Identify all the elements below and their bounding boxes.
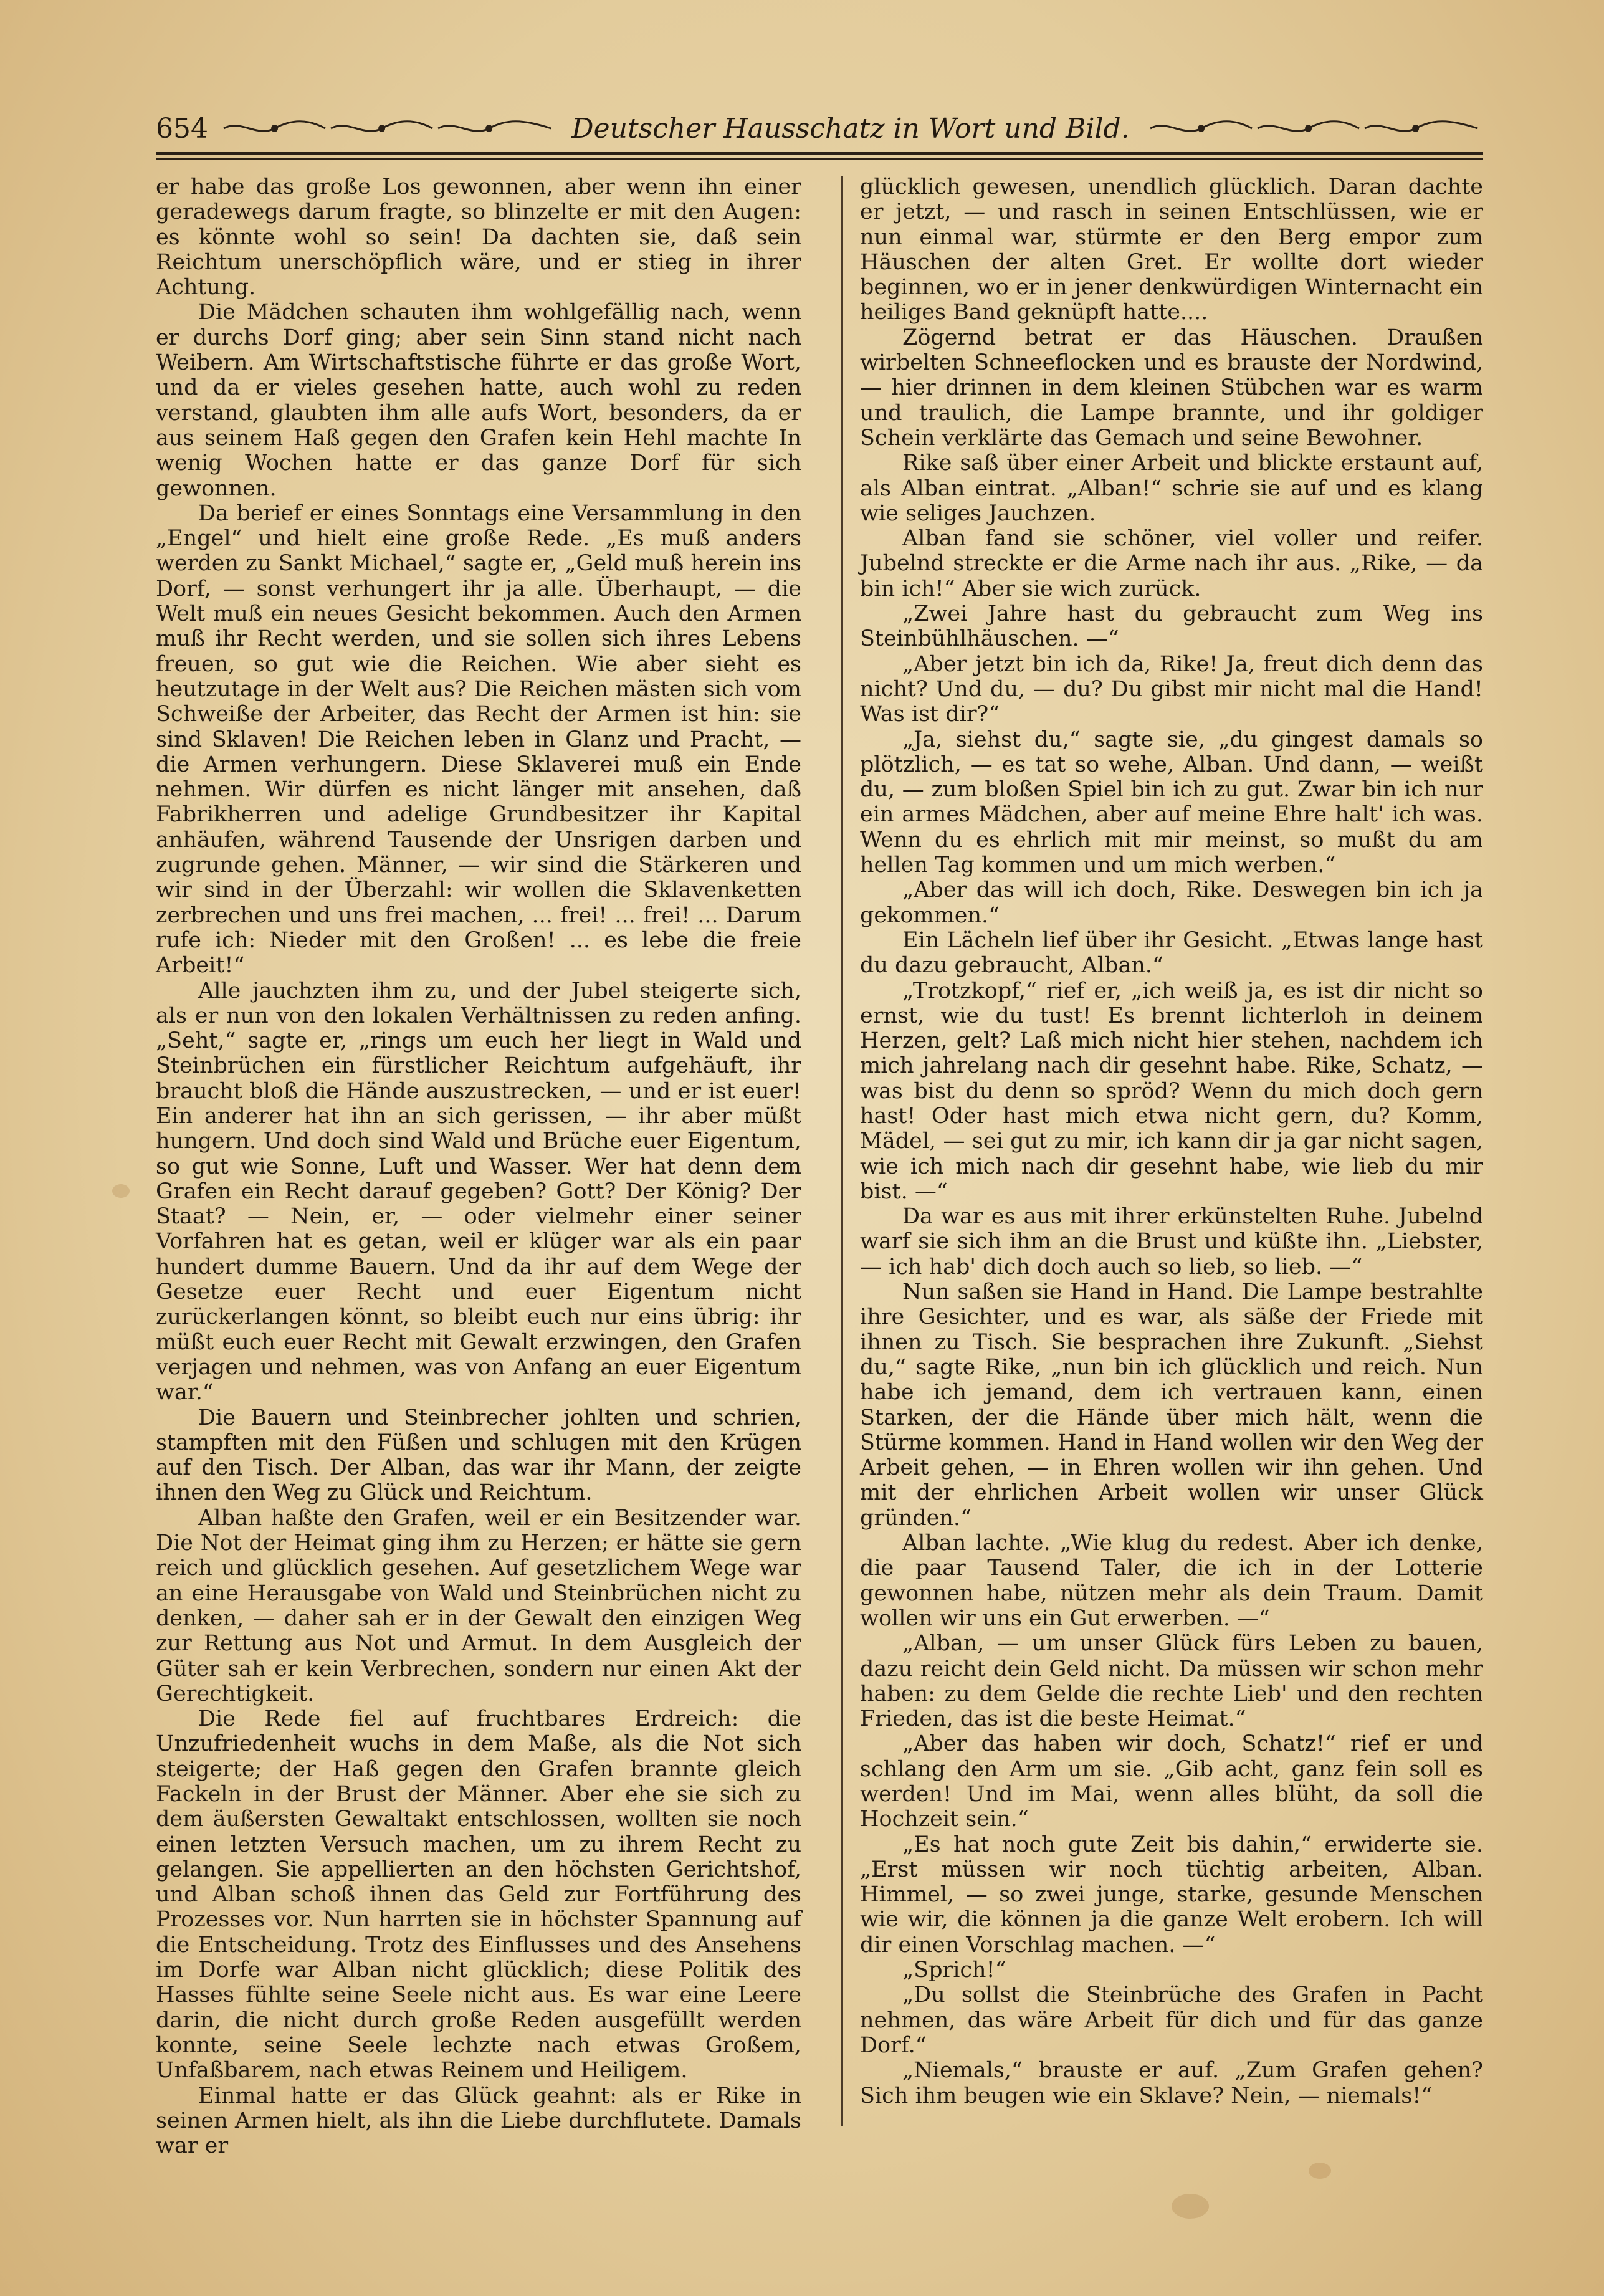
right-column (860, 175, 1483, 2125)
paragraph: „Trotzkopf,“ rief er, „ich weiß ja, es ist dir nicht so ernst, wie du tust! Es brennt lichterloh in deinem Herzen, gelt? Laß mich nicht hier stehen, nachdem ich mich jahrelang nach dir gesehnt habe. Rike, Schatz, — was bist du denn so spröd? Wenn du mich doch gern hast! Oder hast mich etwa nicht gern, du? Komm, Mädel, — sei gut zu mir, ich kann dir ja gar nicht sagen, wie ich mich nach dir gesehnt habe, wie lieb du mir bist. —“ (860, 978, 1483, 1204)
paragraph: Rike saß über einer Arbeit und blickte erstaunt auf, als Alban eintrat. „Alban!“ schrie sie auf und es klang wie seliges Jauchzen. (860, 451, 1483, 526)
paragraph: Einmal hatte er das Glück geahnt: als er Rike in seinen Armen hielt, als ihn die Liebe durchflutete. Damals war er (156, 2083, 801, 2159)
paragraph: Ein Lächeln lief über ihr Gesicht. „Etwas lange hast du dazu gebraucht, Alban.“ (860, 927, 1483, 978)
paragraph: „Aber das will ich doch, Rike. Deswegen bin ich ja gekommen.“ (860, 878, 1483, 928)
paper-stain (1172, 2194, 1209, 2219)
paragraph: Nun saßen sie Hand in Hand. Die Lampe bestrahlte ihre Gesichter, und es war, als säße der Friede mit ihnen zu Tisch. Sie besprachen ihre Zukunft. „Siehst du,“ sagte Rike, „nun bin ich glücklich und reich. Nun habe ich jemand, dem ich vertrauen kann, einen Starken, der die Hände über mich hält, wenn die Stürme kommen. Hand in Hand wollen wir den Weg der Arbeit gehen, — in Ehren wollen wir ihn gehen. Und mit der ehrlichen Arbeit wollen wir unser Glück gründen.“ (860, 1280, 1483, 1531)
paragraph: er habe das große Los gewonnen, aber wenn ihn einer geradewegs darum fragte, so blinzelte er mit den Augen: es könnte wohl so sein! Da dachten sie, daß sein Reichtum unerschöpflich wäre, und er stieg in ihrer Achtung. (156, 175, 801, 300)
paragraph: „Sprich!“ (902, 1958, 1006, 1983)
paragraph: glücklich gewesen, unendlich glücklich. Daran dachte er jetzt, — und rasch in seinen Entschlüssen, wie er nun einmal war, stürmte er den Berg empor zum Häuschen der alten Gret. Er wollte dort wieder beginnen, wo er in jener denkwürdigen Winternacht ein heiliges Band geknüpft hatte.... (860, 175, 1483, 325)
left-column (156, 175, 801, 2159)
paragraph: Die Mädchen schauten ihm wohlgefällig nach, wenn er durchs Dorf ging; aber sein Sinn stand nicht nach Weibern. Am Wirtschaftstische führte er das große Wort, und da er vieles gesehen hatte, auch wohl zu reden verstand, glaubten ihm alle aufs Wort, besonders, da er aus seinem Haß gegen den Grafen kein Hehl machte In wenig Wochen hatte er das ganze Dorf für sich gewonnen. (156, 300, 801, 501)
ornament-right (1145, 118, 1483, 139)
paragraph: Alban haßte den Grafen, weil er ein Besitzender war. Die Not der Heimat ging ihm zu Herzen; er hätte sie gern reich und glücklich gesehen. Auf gesetzlichem Wege war an eine Herausgabe von Wald und Steinbrüchen nicht zu denken, — daher sah er in der Gewalt den einzigen Weg zur Rettung aus Not und Armut. In dem Ausgleich der Güter sah er kein Verbrechen, sondern nur einen Akt der Gerechtigkeit. (156, 1505, 801, 1706)
paragraph: „Aber jetzt bin ich da, Rike! Ja, freut dich denn das nicht? Und du, — du? Du gibst mir nicht mal die Hand! Was ist dir?“ (860, 651, 1483, 727)
paragraph: Zögernd betrat er das Häuschen. Draußen wirbelten Schneeflocken und es brauste der Nordwind, — hier drinnen in dem kleinen Stübchen war es warm und traulich, die Lampe brannte, und ihr goldiger Schein verklärte das Gemach und seine Bewohner. (860, 325, 1483, 451)
paper-stain (112, 1184, 130, 1198)
header-rule-thick (156, 152, 1483, 155)
paper-stain (1309, 2163, 1331, 2179)
paragraph: „Zwei Jahre hast du gebraucht zum Weg ins Steinbühlhäuschen. —“ (860, 601, 1483, 652)
paragraph: Da war es aus mit ihrer erkünstelten Ruhe. Jubelnd warf sie sich ihm an die Brust und küßte ihn. „Liebster, — ich hab' dich doch auch so lieb, so lieb. —“ (860, 1204, 1483, 1280)
paragraph: Alban lachte. „Wie klug du redest. Aber ich denke, die paar Tausend Taler, die ich in der Lotterie gewonnen habe, nützen mehr als dein Traum. Damit wollen wir uns ein Gut erwerben. —“ (860, 1531, 1483, 1631)
page-number: 654 (156, 112, 208, 145)
paragraph: Alban fand sie schöner, viel voller und reifer. Jubelnd streckte er die Arme nach ihr aus. „Rike, — da bin ich!“ Aber sie wich zurück. (860, 526, 1483, 601)
paragraph: Da berief er eines Sonntags eine Versammlung in den „Engel“ und hielt eine große Rede. „Es muß anders werden zu Sankt Michael,“ sagte er, „Geld muß herein ins Dorf, — sonst verhungert ihr ja alle. Überhaupt, — die Welt muß ein neues Gesicht bekommen. Auch den Armen muß ihr Recht werden, und sie sollen sich ihres Lebens freuen, so gut wie die Reichen. Wie aber sieht es heutzutage in der Welt aus? Die Reichen mästen sich vom Schweiße der Arbeiter, das Recht der Armen ist hin: sie sind Sklaven! Die Reichen leben in Glanz und Pracht, — die Armen verhungern. Diese Sklaverei muß ein Ende nehmen. Wir dürfen es nicht länger mit ansehen, daß Fabrikherren und adelige Grundbesitzer ihr Kapital anhäufen, während Tausende der Unsrigen darben und zugrunde gehen. Männer, — wir sind die Stärkeren und wir sind in der Überzahl: wir wollen die Sklavenketten zerbrechen und uns frei machen, ... frei! ... frei! ... Darum rufe ich: Nieder mit den Großen! ... es lebe die freie Arbeit!“ (156, 500, 801, 978)
paragraph: „Ja, siehst du,“ sagte sie, „du gingest damals so plötzlich, — es tat so wehe, Alban. Und dann, — weißt du, — zum bloßen Spiel bin ich zu gut. Zwar bin ich nur ein armes Mädchen, aber auf meine Ehre halt' ich was. Wenn du es ehrlich mit mir meinst, so mußt du am hellen Tag kommen und um mich werben.“ (860, 727, 1483, 878)
column-divider (841, 176, 843, 2126)
page-header (156, 111, 1483, 146)
paragraph: „Alban, — um unser Glück fürs Leben zu bauen, dazu reicht dein Geld nicht. Da müssen wir schon mehr haben: zu dem Gelde die rechte Lieb' und den rechten Frieden, das ist die beste Heimat.“ (860, 1631, 1483, 1732)
ornament-left (218, 118, 556, 139)
paragraph: Alle jauchzten ihm zu, und der Jubel steigerte sich, als er nun von den lokalen Verhältnissen zu reden anfing. „Seht,“ sagte er, „rings um euch her liegt in Wald und Steinbrüchen ein fürstlicher Reichtum aufgehäuft, ihr braucht bloß die Hände auszustrecken, — und er ist euer! Ein anderer hat ihn an sich gerissen, — ihr aber müßt hungern. Und doch sind Wald und Brüche euer Eigentum, so gut wie Sonne, Luft und Wasser. Wer hat denn dem Grafen ein Recht darauf gegeben? Gott? Der König? Der Staat? — Nein, er, — oder vielmehr einer seiner Vorfahren hat es getan, weil er klüger war als ein paar hundert dumme Bauern. Und da ihr auf dem Wege der Gesetze euer Recht und euer Eigentum nicht zurückerlangen könnt, so bleibt euch nur eins übrig: ihr müßt euch euer Recht mit Gewalt erzwingen, den Grafen verjagen und nehmen, was von Anfang an euer Eigentum war.“ (156, 978, 801, 1405)
magazine-title: Deutscher Hausschatz in Wort und Bild. (571, 112, 1130, 145)
paragraph: „Du sollst die Steinbrüche des Grafen in Pacht nehmen, das wäre Arbeit für dich und für das ganze Dorf.“ (860, 1983, 1483, 2058)
header-rule-thin (156, 158, 1483, 160)
paragraph: „Es hat noch gute Zeit bis dahin,“ erwiderte sie. „Erst müssen wir noch tüchtig arbeiten, Alban. Himmel, — so zwei junge, starke, gesunde Menschen wie wir, die können ja die ganze Welt erobern. Ich will dir einen Vorschlag machen. —“ (860, 1832, 1483, 1958)
paragraph: „Aber das haben wir doch, Schatz!“ rief er und schlang den Arm um sie. „Gib acht, ganz fein soll es werden! Und im Mai, wenn alles blüht, da soll die Hochzeit sein.“ (860, 1731, 1483, 1832)
paragraph: „Niemals,“ brauste er auf. „Zum Grafen gehen? Sich ihm beugen wie ein Sklave? Nein, — niemals!“ (860, 2058, 1483, 2108)
paragraph: Die Rede fiel auf fruchtbares Erdreich: die Unzufriedenheit wuchs in dem Maße, als die Not sich steigerte; der Haß gegen den Grafen brannte gleich Fackeln in der Brust der Männer. Aber ehe sie sich zu dem äußersten Gewaltakt entschlossen, wollten sie noch einen letzten Versuch machen, um zu ihrem Recht zu gelangen. Sie appellierten an den höchsten Gerichtshof, und Alban schoß ihnen das Geld zur Fortführung des Prozesses vor. Nun harrten sie in höchster Spannung auf die Entscheidung. Trotz des Einflusses und des Ansehens im Dorfe war Alban nicht glücklich; diese Politik des Hasses fühlte seine Seele nicht aus. Es war eine Leere darin, die nicht durch große Reden ausgefüllt werden konnte, seine Seele lechzte nach etwas Großem, Unfaßbarem, nach etwas Reinem und Heiligem. (156, 1706, 801, 2083)
paragraph: Die Bauern und Steinbrecher johlten und schrien, stampften mit den Füßen und schlugen mit den Krügen auf den Tisch. Der Alban, das war ihr Mann, der zeigte ihnen den Weg zu Glück und Reichtum. (156, 1405, 801, 1506)
